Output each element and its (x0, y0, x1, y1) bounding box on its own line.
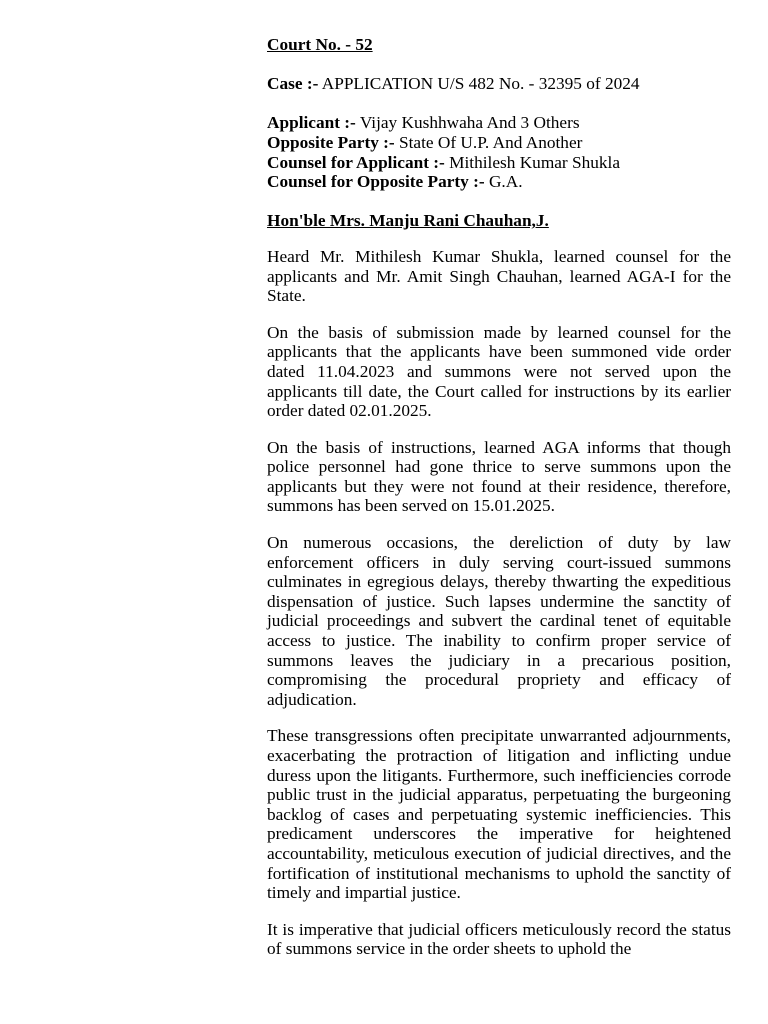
counsel-opposite-value: G.A. (488, 172, 523, 192)
court-order-page (267, 35, 731, 976)
applicant-label: Applicant :- (267, 113, 356, 133)
opposite-party-value: State Of U.P. And Another (399, 132, 583, 152)
court-number: Court No. - 52 (267, 35, 373, 54)
order-paragraph-6: It is imperative that judicial officers meticulously record the status of summons service in the order sheets to uphold the (267, 919, 731, 959)
order-paragraph-5: These transgressions often precipitate unwarranted adjournments, exacerbating the protraction of litigation and inflicting undue duress upon the litigants. Furthermore, such inefficiencies corrode public trust in the judicial apparatus, perpetuating the burgeoning backlog of cases and perpetuating systemic inefficiencies. This predicament underscores the imperative for heightened accountability, meticulous execution of judicial directives, and the fortification of institutional mechanisms to uphold the sanctity of timely and impartial justice. (267, 726, 731, 903)
counsel-applicant-value: Mithilesh Kumar Shukla (449, 152, 621, 172)
case-value: APPLICATION U/S 482 No. - 32395 of 2024 (321, 74, 640, 94)
parties-block (267, 113, 731, 191)
applicant-value: Vijay Kushhwaha And 3 Others (359, 113, 580, 133)
case-label: Case :- (267, 74, 319, 94)
opposite-party-line (267, 133, 731, 153)
applicant-line (267, 113, 731, 133)
order-paragraph-2: On the basis of submission made by learned counsel for the applicants that the applicants have been summoned vide order dated 11.04.2023 and summons were not served upon the applicants till date, the Court called for instructions by its earlier order dated 02.01.2025. (267, 322, 731, 421)
order-paragraph-3: On the basis of instructions, learned AGA informs that though police personnel had gone thrice to serve summons upon the applicants but they were not found at their residence, therefore, summons has been served on 15.01.2025. (267, 437, 731, 516)
judge-name: Hon'ble Mrs. Manju Rani Chauhan,J. (267, 211, 549, 231)
case-line (267, 74, 731, 94)
order-paragraph-4: On numerous occasions, the dereliction of duty by law enforcement officers in duly serving court-issued summons culminates in egregious delays, thereby thwarting the expeditious dispensation of justice. Such lapses undermine the sanctity of judicial proceedings and subvert the cardinal tenet of equitable access to justice. The inability to confirm proper service of summons leaves the judiciary in a precarious position, compromising the procedural propriety and efficacy of adjudication. (267, 533, 731, 709)
counsel-applicant-label: Counsel for Applicant :- (267, 152, 445, 172)
order-paragraph-1: Heard Mr. Mithilesh Kumar Shukla, learned counsel for the applicants and Mr. Amit Singh Chauhan, learned AGA-I for the State. (267, 246, 731, 306)
counsel-opposite-label: Counsel for Opposite Party :- (267, 172, 485, 192)
counsel-applicant-line (267, 153, 731, 173)
counsel-opposite-line (267, 172, 731, 192)
opposite-party-label: Opposite Party :- (267, 132, 395, 152)
